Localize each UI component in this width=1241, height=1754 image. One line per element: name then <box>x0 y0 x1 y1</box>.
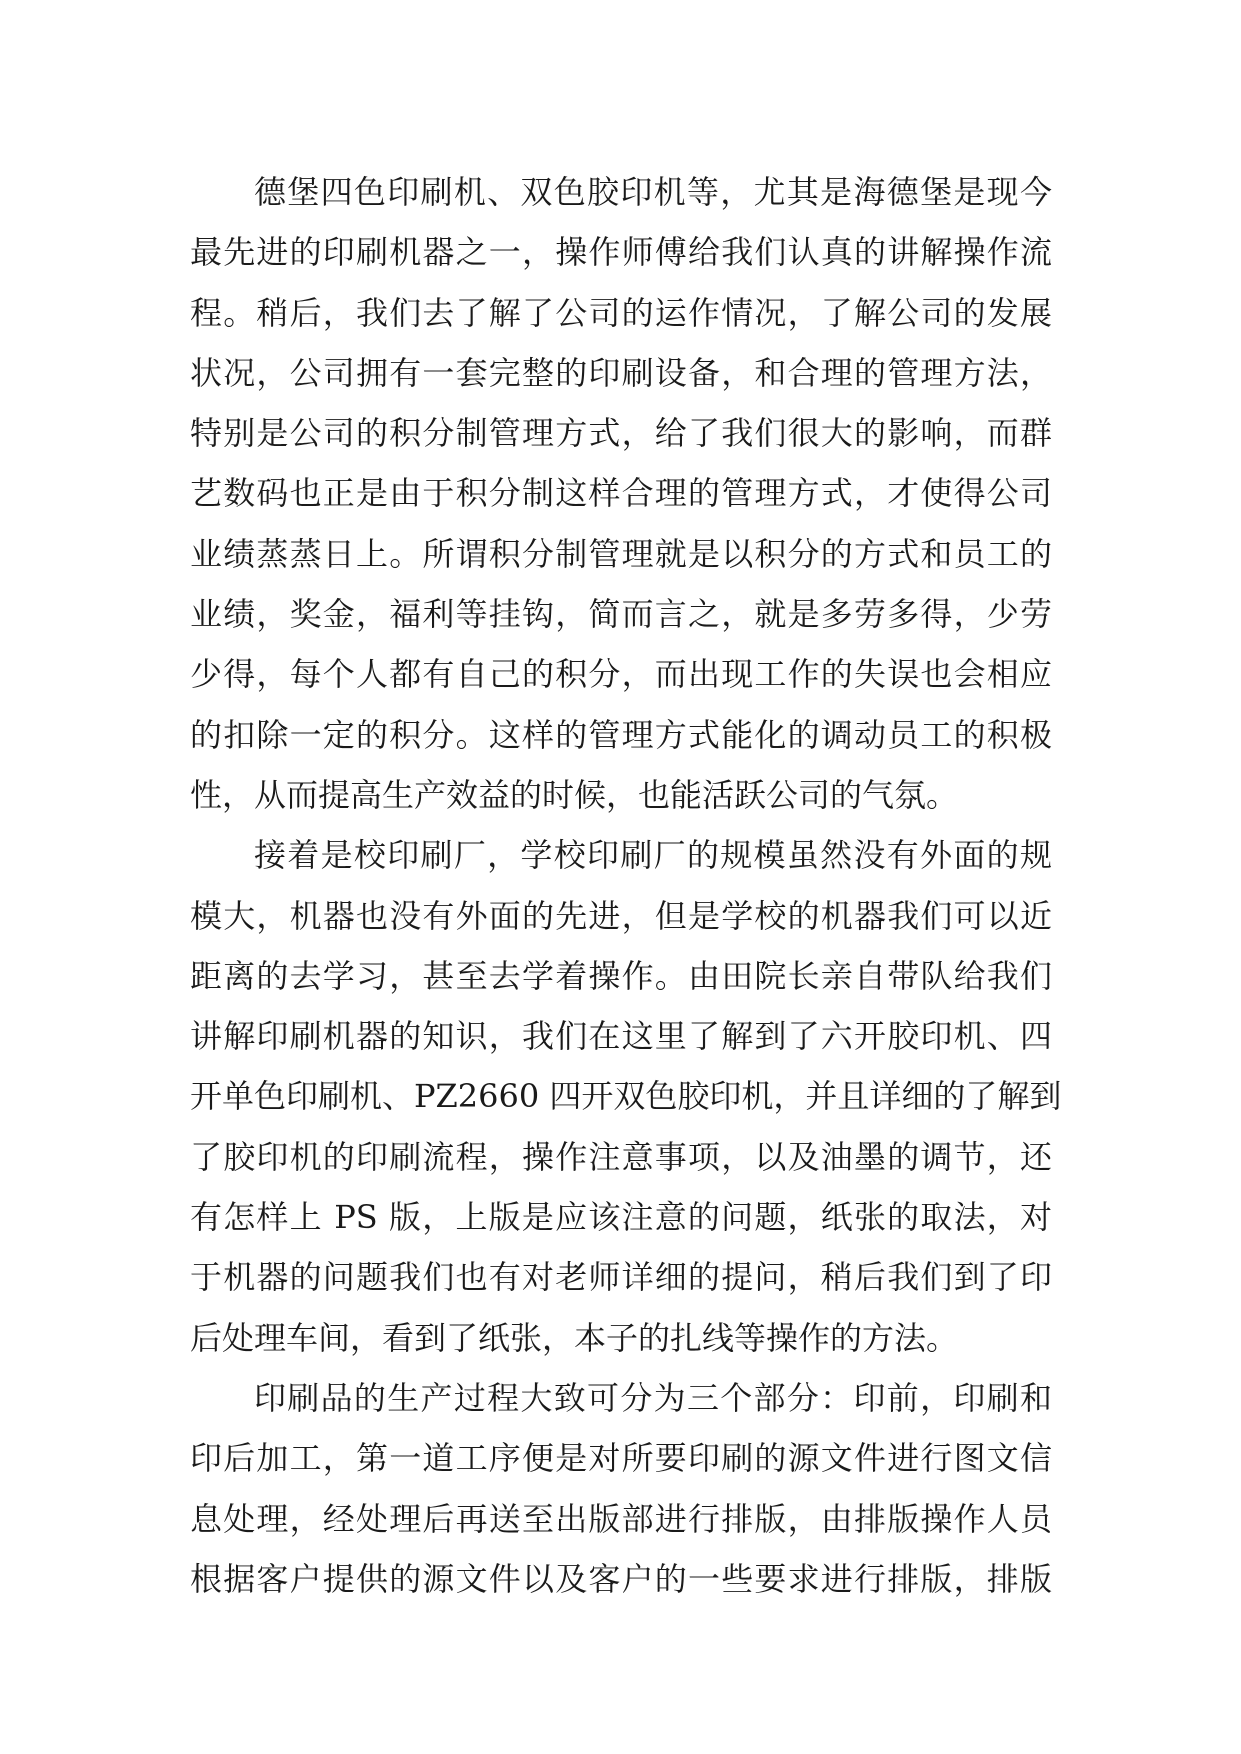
paragraph-1-line-5: 特别是公司的积分制管理方式，给了我们很大的影响，而群 <box>190 414 1052 453</box>
paragraph-1-line-4: 状况，公司拥有一套完整的印刷设备，和合理的管理方法， <box>190 353 1052 392</box>
paragraph-1-line-1: 德堡四色印刷机、双色胶印机等，尤其是海德堡是现今 <box>254 173 1052 211</box>
paragraph-3-line-3: 息处理，经处理后再送至出版部进行排版，由排版操作人员 <box>190 1499 1052 1538</box>
paragraph-2-line-3: 距离的去学习，甚至去学着操作。由田院长亲自带队给我们 <box>190 956 1052 995</box>
paragraph-1-line-8: 业绩，奖金，福利等挂钩，简而言之，就是多劳多得，少劳 <box>190 595 1052 634</box>
paragraph-1-line-3: 程。稍后，我们去了解了公司的运作情况，了解公司的发展 <box>190 293 1052 332</box>
paragraph-3-line-2: 印后加工，第一道工序便是对所要印刷的源文件进行图文信 <box>190 1439 1052 1478</box>
paragraph-1-line-2: 最先进的印刷机器之一，操作师傅给我们认真的讲解操作流 <box>190 233 1052 272</box>
paragraph-2-line-8: 于机器的问题我们也有对老师详细的提问，稍后我们到了印 <box>190 1258 1052 1297</box>
paragraph-1-line-6: 艺数码也正是由于积分制这样合理的管理方式，才使得公司 <box>190 474 1052 513</box>
paragraph-1-line-9: 少得，每个人都有自己的积分，而出现工作的失误也会相应 <box>190 655 1052 694</box>
paragraph-2-line-2: 模大，机器也没有外面的先进，但是学校的机器我们可以近 <box>190 896 1052 935</box>
paragraph-2-line-4: 讲解印刷机器的知识，我们在这里了解到了六开胶印机、四 <box>190 1017 1052 1056</box>
paragraph-2-line-6: 了胶印机的印刷流程，操作注意事项，以及油墨的调节，还 <box>190 1137 1052 1176</box>
paragraph-2-line-9: 后处理车间，看到了纸张，本子的扎线等操作的方法。 <box>190 1318 959 1357</box>
paragraph-3-line-4: 根据客户提供的源文件以及客户的一些要求进行排版，排版 <box>190 1559 1052 1598</box>
body-text <box>190 162 1062 1609</box>
paragraph-1-line-10: 的扣除一定的积分。这样的管理方式能化的调动员工的积极 <box>190 715 1052 754</box>
paragraph-1-line-7: 业绩蒸蒸日上。所谓积分制管理就是以积分的方式和员工的 <box>190 534 1052 573</box>
paragraph-2-line-1: 接着是校印刷厂，学校印刷厂的规模虽然没有外面的规 <box>254 836 1052 875</box>
paragraph-2-line-7: 有怎样上 PS 版，上版是应该注意的问题，纸张的取法，对 <box>190 1198 1052 1237</box>
paragraph-1-line-11: 性，从而提高生产效益的时候，也能活跃公司的气氛。 <box>190 775 959 814</box>
paragraph-3-line-1: 印刷品的生产过程大致可分为三个部分：印前，印刷和 <box>254 1378 1052 1417</box>
paragraph-2-line-5: 开单色印刷机、PZ2660 四开双色胶印机，并且详细的了解到 <box>190 1077 1062 1116</box>
